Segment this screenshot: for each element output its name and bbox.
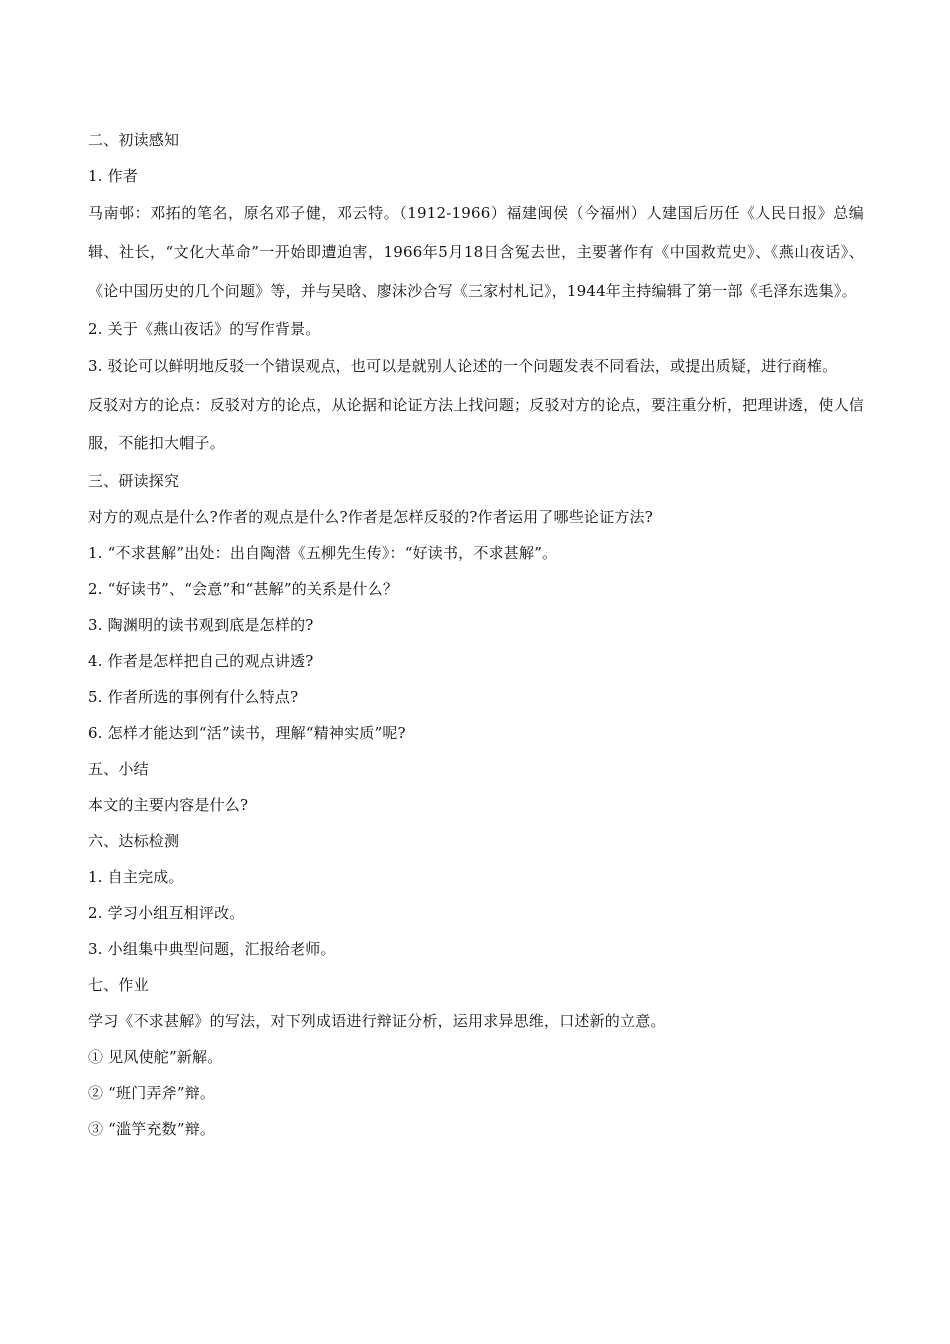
refutation-definition-paragraph: 3. 驳论可以鲜明地反驳一个错误观点，也可以是就别人论述的一个问题发表不同看法，或提出质疑，进行商榷。 xyxy=(88,357,838,375)
homework-item: ② “班门弄斧”辩。 xyxy=(88,1083,216,1102)
rebuttal-note-paragraph: 反驳对方的论点：反驳对方的论点，从论据和论证方法上找问题；反驳对方的论点，要注重分析，把理讲透，使人信服，不能扣大帽子。 xyxy=(88,395,864,452)
study-question-item: 4. 作者是怎样把自己的观点讲透? xyxy=(88,651,314,670)
writing-background-item: 2. 关于《燕山夜话》的写作背景。 xyxy=(88,320,321,338)
study-question-item: 6. 怎样才能达到“活”读书，理解“精神实质”呢? xyxy=(88,723,406,742)
study-question-item: 5. 作者所选的事例有什么特点? xyxy=(88,687,299,706)
homework-item: ③ “滥竽充数”辩。 xyxy=(88,1119,216,1138)
author-heading: 1. 作者 xyxy=(88,167,139,185)
section-heading-summary: 五、小结 xyxy=(88,759,149,778)
study-question-item: 3. 陶渊明的读书观到底是怎样的? xyxy=(88,615,314,634)
homework-item: ① 见风使舵”新解。 xyxy=(88,1047,223,1066)
section-heading-initial-reading: 二、初读感知 xyxy=(88,131,180,149)
assessment-item: 3. 小组集中典型问题，汇报给老师。 xyxy=(88,939,336,958)
section-heading-study-explore: 三、研读探究 xyxy=(88,471,180,490)
author-bio-paragraph: 马南邨：邓拓的笔名，原名邓子健，邓云特。（1912-1966）福建闽侯（今福州）人建国后历任《人民日报》总编辑、社长，“文化大革命”一开始即遭迫害，1966年5月18日含冤去世，主要著作有《中国救荒史》、《燕山夜话》、《论中国历史的几个问题》等，并与吴晗、廖沫沙合写《三家村札记》，1944年主持编辑了第一部《毛泽东选集》。 xyxy=(88,204,864,300)
assessment-item: 2. 学习小组互相评改。 xyxy=(88,903,245,922)
section-heading-assessment: 六、达标检测 xyxy=(88,831,180,850)
section-heading-homework: 七、作业 xyxy=(88,975,149,994)
study-question-item: 1. “不求甚解”出处：出自陶潜《五柳先生传》：“好读书，不求甚解”。 xyxy=(88,543,558,562)
homework-instruction: 学习《不求甚解》的写法，对下列成语进行辩证分析，运用求异思维，口述新的立意。 xyxy=(88,1011,666,1030)
study-question-item: 2. “好读书”、“会意”和“甚解”的关系是什么？ xyxy=(88,579,399,598)
document-body xyxy=(88,122,864,1147)
study-intro-questions: 对方的观点是什么?作者的观点是什么?作者是怎样反驳的?作者运用了哪些论证方法? xyxy=(88,507,653,526)
summary-question: 本文的主要内容是什么? xyxy=(88,795,249,814)
assessment-item: 1. 自主完成。 xyxy=(88,867,184,886)
